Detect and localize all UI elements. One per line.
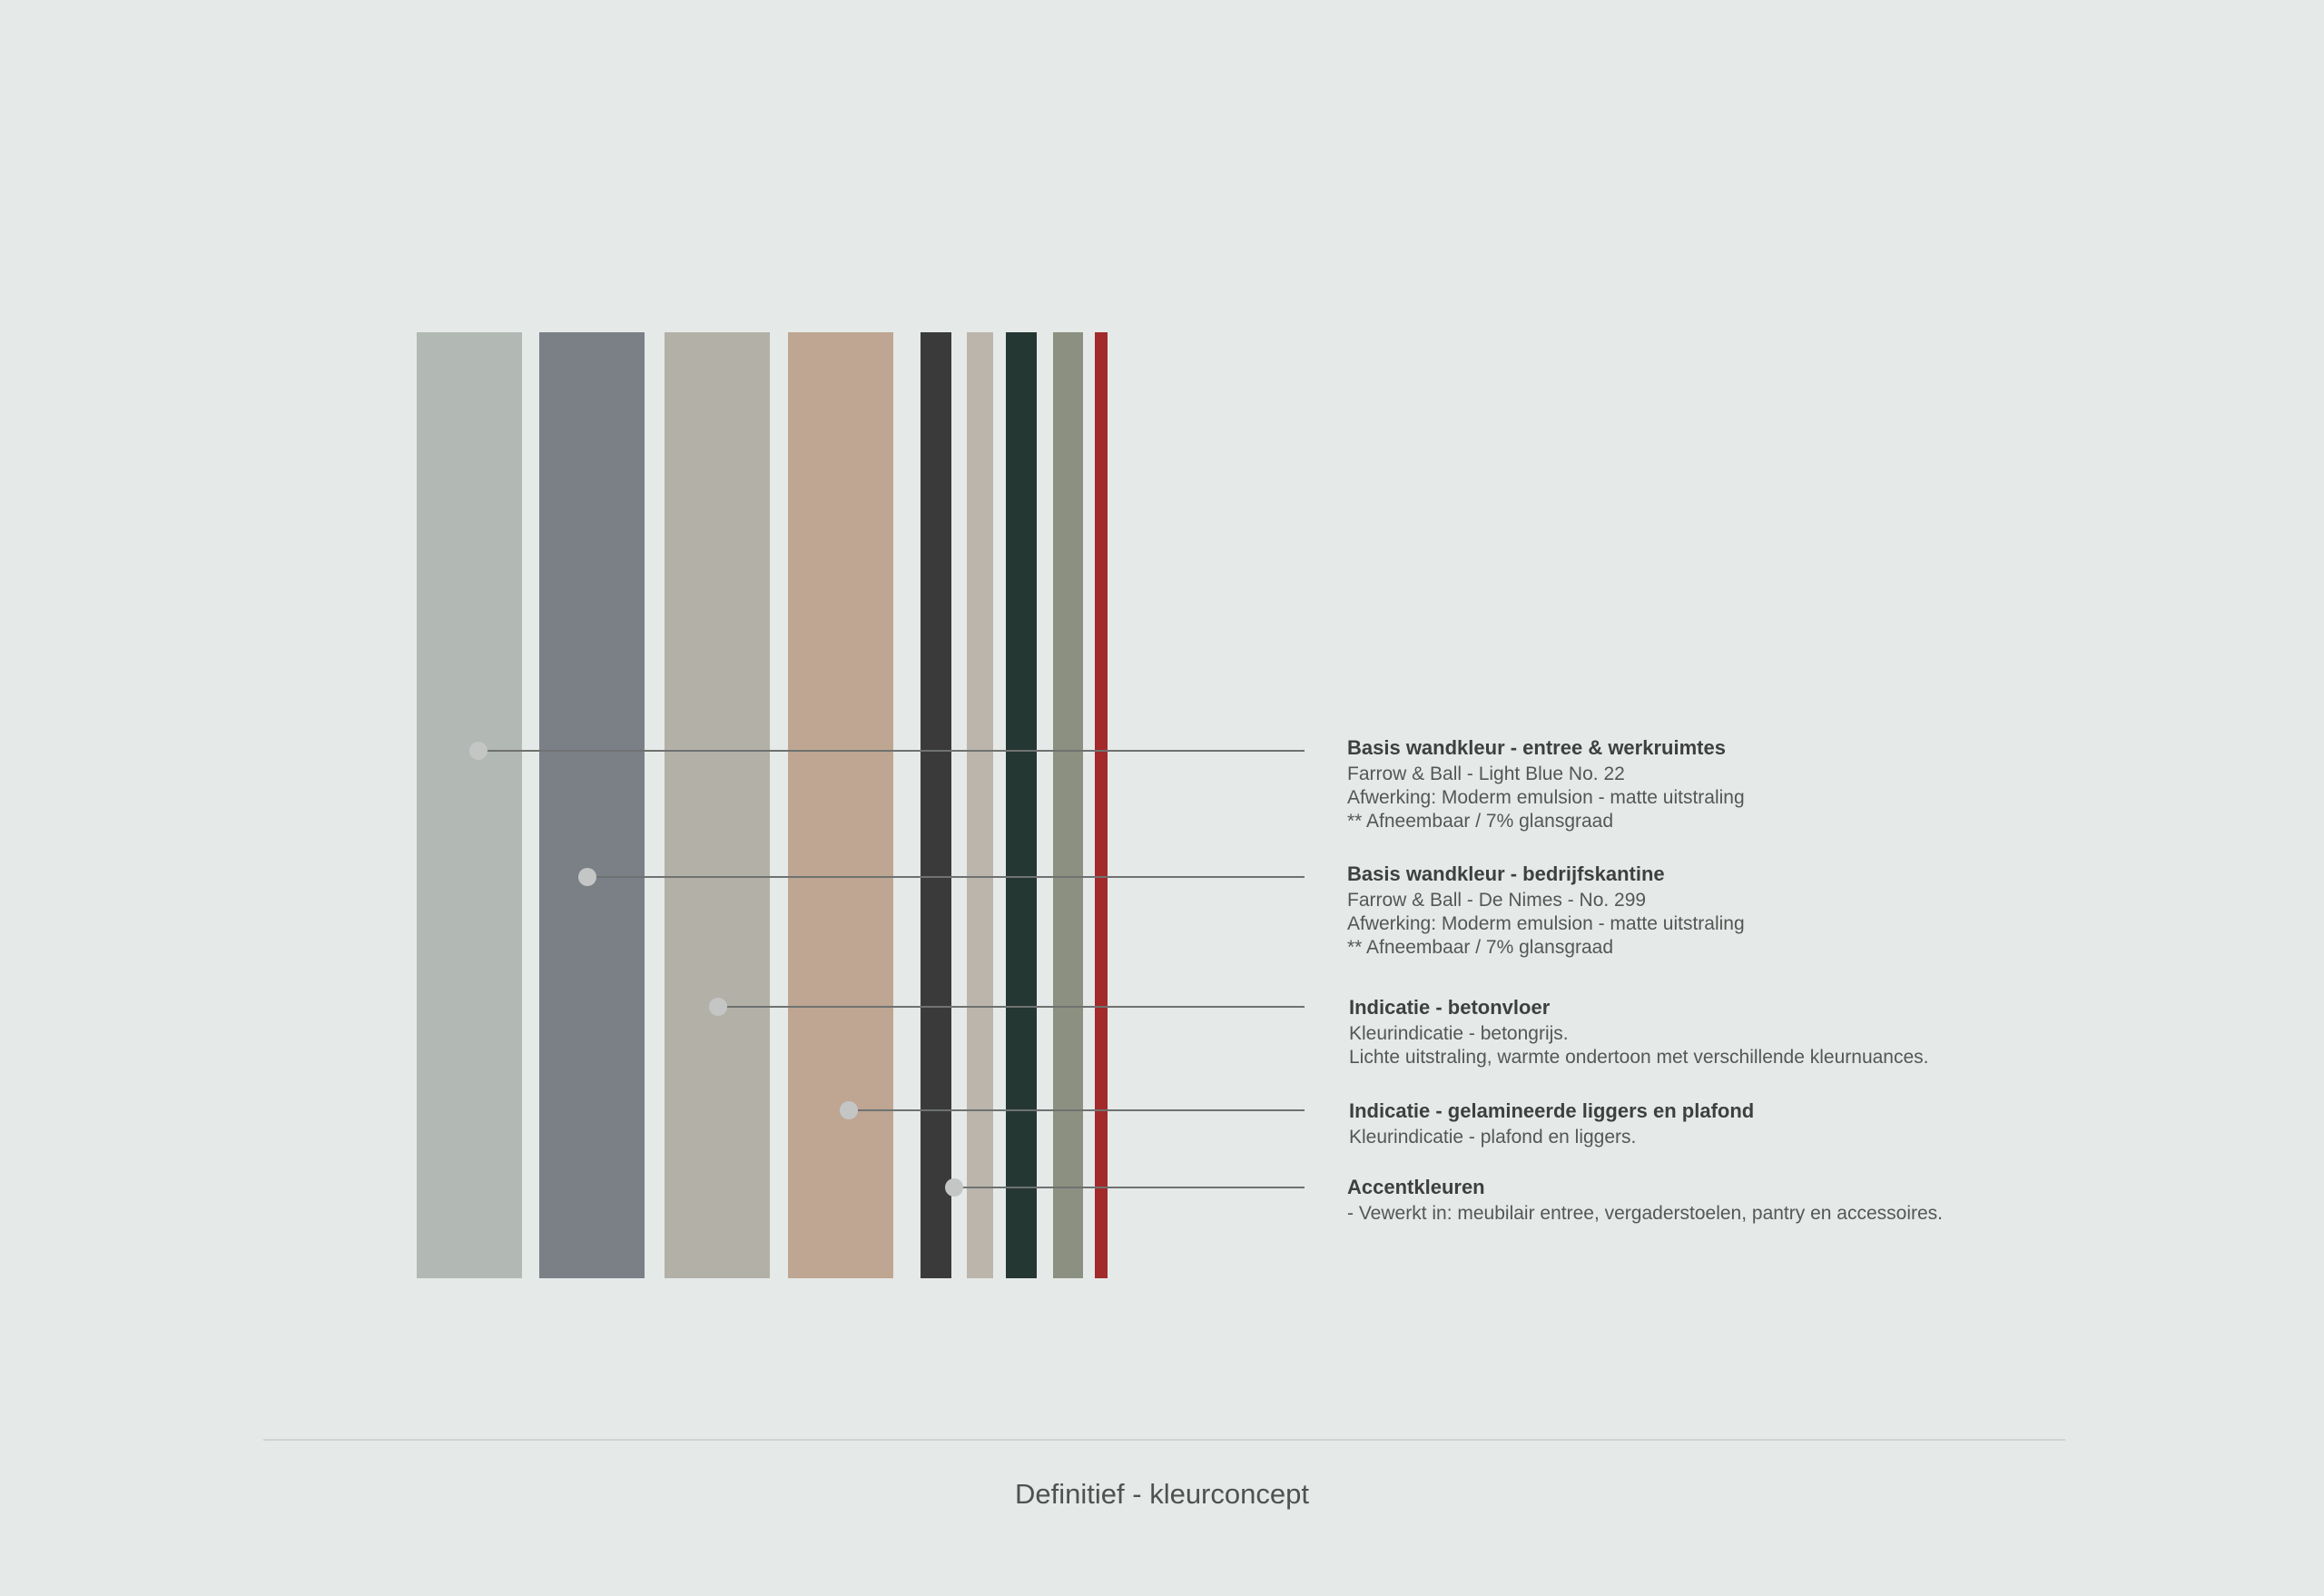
swatch-accent-dark-green [1006,332,1037,1278]
leader-dot-5 [945,1178,963,1197]
swatch-de-nimes [539,332,645,1278]
annotation-line: - Vewerkt in: meubilair entree, vergaderstoelen, pantry en accessoires. [1347,1203,1943,1224]
annotation-wall-color-canteen [1347,862,1745,960]
leader-line-2 [587,876,1305,878]
annotation-line: Farrow & Ball - De Nimes - No. 299 [1347,890,1647,911]
swatch-accent-taupe [967,332,993,1278]
leader-dot-3 [709,998,727,1016]
annotation-line: Kleurindicatie - betongrijs. [1349,1023,1569,1044]
annotation-line: Kleurindicatie - plafond en liggers. [1349,1127,1637,1148]
annotation-heading: Indicatie - betonvloer [1349,996,1551,1019]
leader-line-1 [478,750,1305,752]
annotation-laminated-beams [1349,1099,1754,1149]
swatch-laminated-wood [788,332,893,1278]
footer-divider [263,1439,2065,1441]
annotation-line: ** Afneembaar / 7% glansgraad [1347,811,1614,832]
swatch-accent-olive [1053,332,1083,1278]
leader-dot-4 [840,1101,858,1119]
annotation-heading: Indicatie - gelamineerde liggers en plafond [1349,1099,1755,1122]
swatch-concrete [665,332,770,1278]
leader-line-4 [849,1109,1305,1111]
annotation-heading: Basis wandkleur - entree & werkruimtes [1347,736,1726,759]
annotation-wall-color-entrance [1347,736,1745,833]
swatch-light-blue [417,332,522,1278]
annotation-heading: Basis wandkleur - bedrijfskantine [1347,862,1665,885]
swatch-accent-red [1095,332,1108,1278]
leader-dot-1 [469,742,487,760]
annotation-accent-colors [1347,1176,1943,1226]
annotation-concrete-floor [1349,996,1929,1069]
annotation-line: Farrow & Ball - Light Blue No. 22 [1347,764,1625,784]
leader-line-3 [718,1006,1305,1008]
annotation-heading: Accentkleuren [1347,1176,1485,1198]
leader-dot-2 [578,868,596,886]
annotation-line: Afwerking: Moderm emulsion - matte uitstraling [1347,913,1745,934]
footer-title: Definitief - kleurconcept [1015,1478,1309,1510]
annotation-line: ** Afneembaar / 7% glansgraad [1347,937,1614,958]
annotation-line: Lichte uitstraling, warmte ondertoon met verschillende kleurnuances. [1349,1047,1929,1068]
swatch-accent-charcoal [921,332,951,1278]
annotation-line: Afwerking: Moderm emulsion - matte uitstraling [1347,787,1745,808]
leader-line-5 [954,1187,1305,1188]
